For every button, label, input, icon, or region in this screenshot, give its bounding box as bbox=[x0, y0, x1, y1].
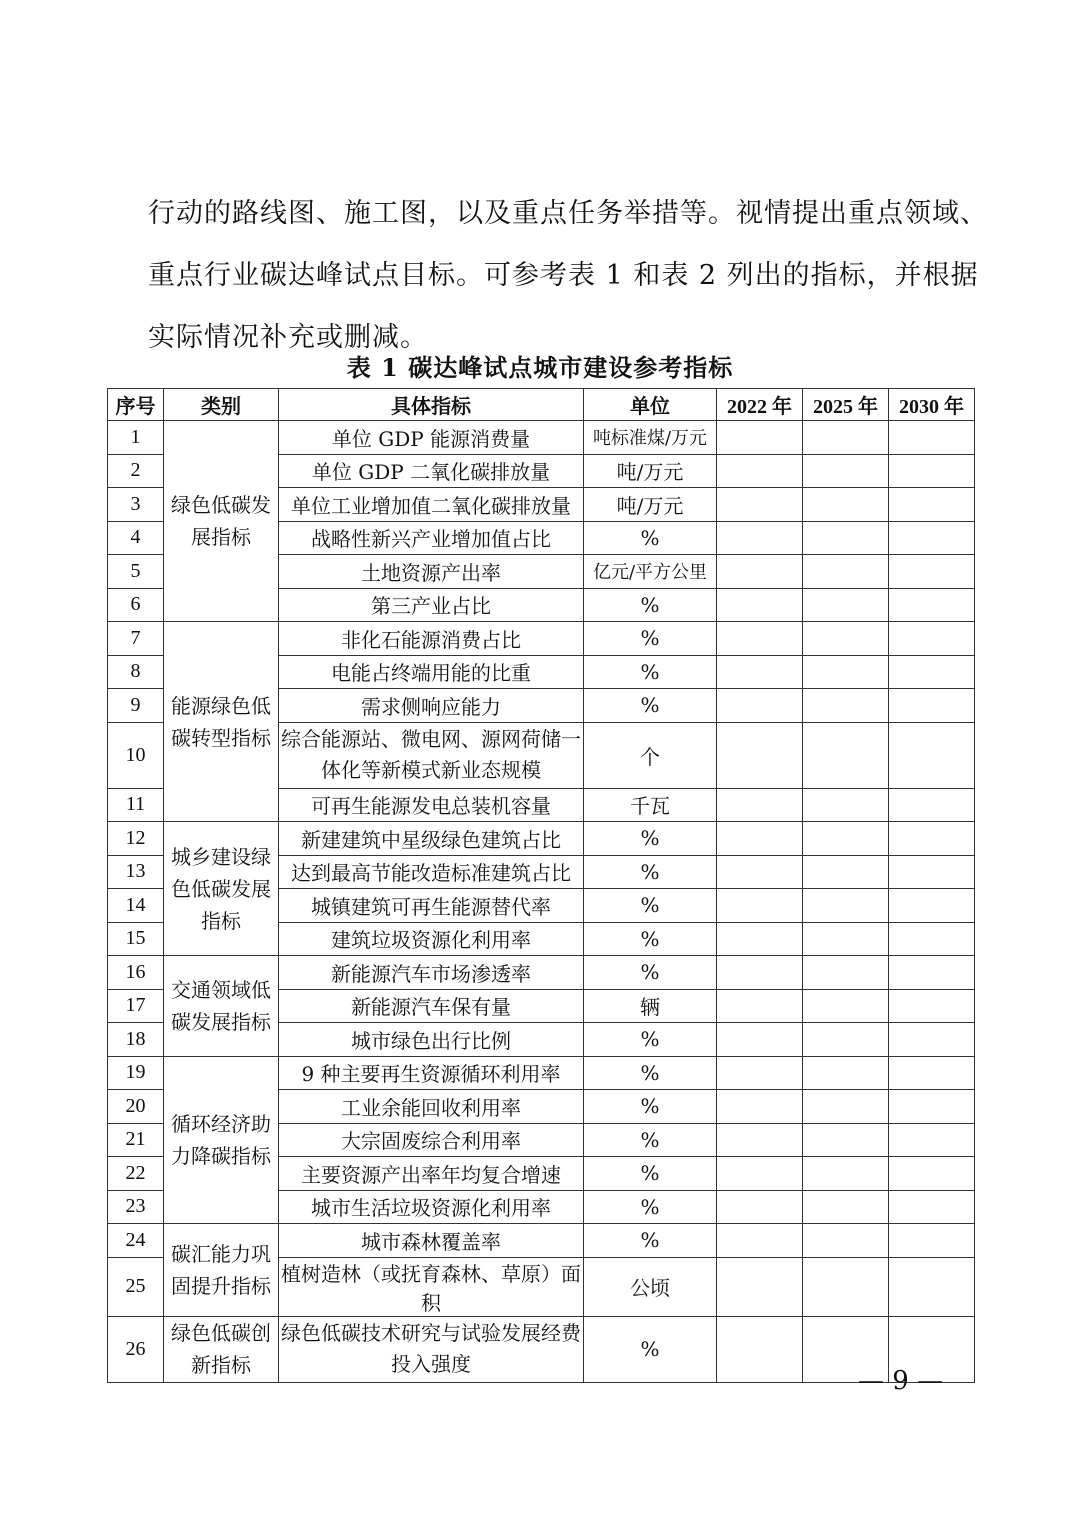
unit-cell: 公顷 bbox=[584, 1257, 717, 1316]
table-row bbox=[108, 421, 975, 455]
page-number: — 9 — bbox=[858, 1366, 944, 1396]
row-number: 16 bbox=[108, 956, 164, 990]
header-2022: 2022 年 bbox=[717, 389, 803, 421]
unit-cell: % bbox=[584, 1090, 717, 1124]
value-2022-cell bbox=[717, 855, 803, 889]
unit-cell: % bbox=[584, 521, 717, 555]
value-2022-cell bbox=[717, 922, 803, 956]
table-row bbox=[108, 1056, 975, 1090]
value-2025-cell bbox=[803, 889, 889, 923]
indicator-cell: 需求侧响应能力 bbox=[279, 689, 584, 723]
indicator-cell: 第三产业占比 bbox=[279, 588, 584, 622]
indicator-cell: 大宗固废综合利用率 bbox=[279, 1123, 584, 1157]
value-2030-cell bbox=[889, 989, 975, 1023]
table-header-row bbox=[108, 389, 975, 421]
indicator-cell: 综合能源站、微电网、源网荷储一体化等新模式新业态规模 bbox=[279, 722, 584, 788]
row-number: 11 bbox=[108, 788, 164, 822]
value-2022-cell bbox=[717, 822, 803, 856]
value-2030-cell bbox=[889, 722, 975, 788]
unit-cell: % bbox=[584, 1056, 717, 1090]
value-2022-cell bbox=[717, 722, 803, 788]
value-2025-cell bbox=[803, 655, 889, 689]
indicator-cell: 新能源汽车保有量 bbox=[279, 989, 584, 1023]
value-2030-cell bbox=[889, 788, 975, 822]
value-2025-cell bbox=[803, 555, 889, 589]
value-2030-cell bbox=[889, 822, 975, 856]
value-2025-cell bbox=[803, 788, 889, 822]
category-cell: 绿色低碳创新指标 bbox=[164, 1316, 279, 1382]
unit-cell: % bbox=[584, 922, 717, 956]
unit-cell: % bbox=[584, 822, 717, 856]
indicator-cell: 单位 GDP 能源消费量 bbox=[279, 421, 584, 455]
value-2025-cell bbox=[803, 1056, 889, 1090]
value-2022-cell bbox=[717, 889, 803, 923]
unit-cell: % bbox=[584, 1316, 717, 1382]
value-2025-cell bbox=[803, 1123, 889, 1157]
table-row bbox=[108, 1224, 975, 1258]
value-2030-cell bbox=[889, 588, 975, 622]
row-number: 23 bbox=[108, 1190, 164, 1224]
table-body bbox=[108, 421, 975, 1383]
category-cell: 绿色低碳发展指标 bbox=[164, 421, 279, 622]
row-number: 7 bbox=[108, 622, 164, 656]
indicator-cell: 工业余能回收利用率 bbox=[279, 1090, 584, 1124]
unit-cell: % bbox=[584, 1157, 717, 1191]
row-number: 22 bbox=[108, 1157, 164, 1191]
value-2025-cell bbox=[803, 421, 889, 455]
value-2030-cell bbox=[889, 454, 975, 488]
unit-cell: % bbox=[584, 689, 717, 723]
table-caption: 表 1 碳达峰试点城市建设参考指标 bbox=[346, 353, 734, 382]
value-2030-cell bbox=[889, 421, 975, 455]
indicator-cell: 城镇建筑可再生能源替代率 bbox=[279, 889, 584, 923]
unit-cell: 吨/万元 bbox=[584, 454, 717, 488]
row-number: 21 bbox=[108, 1123, 164, 1157]
value-2025-cell bbox=[803, 454, 889, 488]
value-2022-cell bbox=[717, 788, 803, 822]
unit-cell: 亿元/平方公里 bbox=[584, 555, 717, 589]
unit-cell: % bbox=[584, 855, 717, 889]
unit-cell: % bbox=[584, 1023, 717, 1057]
row-number: 1 bbox=[108, 421, 164, 455]
value-2022-cell bbox=[717, 989, 803, 1023]
row-number: 17 bbox=[108, 989, 164, 1023]
row-number: 5 bbox=[108, 555, 164, 589]
value-2025-cell bbox=[803, 722, 889, 788]
unit-cell: % bbox=[584, 622, 717, 656]
indicator-cell: 绿色低碳技术研究与试验发展经费投入强度 bbox=[279, 1316, 584, 1382]
value-2025-cell bbox=[803, 1224, 889, 1258]
unit-cell: 辆 bbox=[584, 989, 717, 1023]
value-2022-cell bbox=[717, 488, 803, 522]
value-2030-cell bbox=[889, 1090, 975, 1124]
body-paragraph bbox=[148, 183, 988, 369]
value-2025-cell bbox=[803, 1023, 889, 1057]
value-2025-cell bbox=[803, 855, 889, 889]
indicator-table bbox=[107, 388, 975, 1383]
unit-cell: % bbox=[584, 889, 717, 923]
value-2022-cell bbox=[717, 1190, 803, 1224]
value-2030-cell bbox=[889, 1157, 975, 1191]
value-2030-cell bbox=[889, 1257, 975, 1316]
value-2025-cell bbox=[803, 488, 889, 522]
row-number: 19 bbox=[108, 1056, 164, 1090]
value-2022-cell bbox=[717, 1224, 803, 1258]
header-no: 序号 bbox=[108, 389, 164, 421]
indicator-cell: 单位工业增加值二氧化碳排放量 bbox=[279, 488, 584, 522]
row-number: 4 bbox=[108, 521, 164, 555]
row-number: 8 bbox=[108, 655, 164, 689]
value-2025-cell bbox=[803, 689, 889, 723]
value-2022-cell bbox=[717, 655, 803, 689]
indicator-cell: 可再生能源发电总装机容量 bbox=[279, 788, 584, 822]
indicator-cell: 新能源汽车市场渗透率 bbox=[279, 956, 584, 990]
value-2022-cell bbox=[717, 521, 803, 555]
value-2030-cell bbox=[889, 555, 975, 589]
value-2022-cell bbox=[717, 622, 803, 656]
row-number: 26 bbox=[108, 1316, 164, 1382]
value-2030-cell bbox=[889, 889, 975, 923]
indicator-cell: 单位 GDP 二氧化碳排放量 bbox=[279, 454, 584, 488]
row-number: 24 bbox=[108, 1224, 164, 1258]
value-2022-cell bbox=[717, 588, 803, 622]
row-number: 18 bbox=[108, 1023, 164, 1057]
unit-cell: 吨标准煤/万元 bbox=[584, 421, 717, 455]
paragraph-line: 重点行业碳达峰试点目标。可参考表 1 和表 2 列出的指标，并根据 bbox=[148, 260, 979, 291]
unit-cell: % bbox=[584, 655, 717, 689]
category-cell: 碳汇能力巩固提升指标 bbox=[164, 1224, 279, 1317]
table-row bbox=[108, 1316, 975, 1382]
row-number: 15 bbox=[108, 922, 164, 956]
unit-cell: 千瓦 bbox=[584, 788, 717, 822]
indicator-cell: 非化石能源消费占比 bbox=[279, 622, 584, 656]
indicator-cell: 建筑垃圾资源化利用率 bbox=[279, 922, 584, 956]
indicator-cell: 达到最高节能改造标准建筑占比 bbox=[279, 855, 584, 889]
row-number: 2 bbox=[108, 454, 164, 488]
value-2022-cell bbox=[717, 956, 803, 990]
row-number: 12 bbox=[108, 822, 164, 856]
value-2025-cell bbox=[803, 989, 889, 1023]
value-2025-cell bbox=[803, 922, 889, 956]
value-2025-cell bbox=[803, 622, 889, 656]
value-2022-cell bbox=[717, 454, 803, 488]
value-2030-cell bbox=[889, 1023, 975, 1057]
table-row bbox=[108, 822, 975, 856]
indicator-cell: 城市森林覆盖率 bbox=[279, 1224, 584, 1258]
unit-cell: 个 bbox=[584, 722, 717, 788]
value-2030-cell bbox=[889, 855, 975, 889]
unit-cell: % bbox=[584, 1190, 717, 1224]
value-2030-cell bbox=[889, 956, 975, 990]
value-2022-cell bbox=[717, 689, 803, 723]
unit-cell: % bbox=[584, 588, 717, 622]
row-number: 25 bbox=[108, 1257, 164, 1316]
value-2030-cell bbox=[889, 655, 975, 689]
unit-cell: % bbox=[584, 1123, 717, 1157]
value-2030-cell bbox=[889, 689, 975, 723]
header-unit: 单位 bbox=[584, 389, 717, 421]
indicator-cell: 土地资源产出率 bbox=[279, 555, 584, 589]
indicator-cell: 新建建筑中星级绿色建筑占比 bbox=[279, 822, 584, 856]
value-2025-cell bbox=[803, 588, 889, 622]
row-number: 9 bbox=[108, 689, 164, 723]
value-2022-cell bbox=[717, 1023, 803, 1057]
indicator-cell: 电能占终端用能的比重 bbox=[279, 655, 584, 689]
value-2022-cell bbox=[717, 1123, 803, 1157]
value-2025-cell bbox=[803, 1090, 889, 1124]
category-cell: 循环经济助力降碳指标 bbox=[164, 1056, 279, 1224]
value-2022-cell bbox=[717, 555, 803, 589]
category-cell: 交通领域低碳发展指标 bbox=[164, 956, 279, 1057]
unit-cell: % bbox=[584, 956, 717, 990]
value-2022-cell bbox=[717, 1157, 803, 1191]
table-row bbox=[108, 622, 975, 656]
header-2025: 2025 年 bbox=[803, 389, 889, 421]
value-2025-cell bbox=[803, 1257, 889, 1316]
row-number: 13 bbox=[108, 855, 164, 889]
value-2030-cell bbox=[889, 622, 975, 656]
row-number: 10 bbox=[108, 722, 164, 788]
value-2022-cell bbox=[717, 421, 803, 455]
row-number: 20 bbox=[108, 1090, 164, 1124]
header-category: 类别 bbox=[164, 389, 279, 421]
category-cell: 能源绿色低碳转型指标 bbox=[164, 622, 279, 822]
indicator-cell: 9 种主要再生资源循环利用率 bbox=[279, 1056, 584, 1090]
value-2022-cell bbox=[717, 1090, 803, 1124]
value-2025-cell bbox=[803, 956, 889, 990]
paragraph-line: 行动的路线图、施工图，以及重点任务举措等。视情提出重点领域、 bbox=[148, 198, 988, 229]
value-2025-cell bbox=[803, 521, 889, 555]
value-2025-cell bbox=[803, 1190, 889, 1224]
value-2030-cell bbox=[889, 1123, 975, 1157]
category-cell: 城乡建设绿色低碳发展指标 bbox=[164, 822, 279, 956]
value-2022-cell bbox=[717, 1316, 803, 1382]
value-2030-cell bbox=[889, 1056, 975, 1090]
unit-cell: % bbox=[584, 1224, 717, 1258]
unit-cell: 吨/万元 bbox=[584, 488, 717, 522]
value-2030-cell bbox=[889, 521, 975, 555]
value-2030-cell bbox=[889, 1190, 975, 1224]
value-2022-cell bbox=[717, 1257, 803, 1316]
indicator-cell: 植树造林（或抚育森林、草原）面积 bbox=[279, 1257, 584, 1316]
value-2025-cell bbox=[803, 1157, 889, 1191]
header-indicator: 具体指标 bbox=[279, 389, 584, 421]
row-number: 6 bbox=[108, 588, 164, 622]
value-2025-cell bbox=[803, 822, 889, 856]
value-2030-cell bbox=[889, 488, 975, 522]
indicator-cell: 战略性新兴产业增加值占比 bbox=[279, 521, 584, 555]
value-2030-cell bbox=[889, 922, 975, 956]
paragraph-line: 实际情况补充或删减。 bbox=[148, 322, 428, 353]
table-row bbox=[108, 956, 975, 990]
row-number: 14 bbox=[108, 889, 164, 923]
indicator-cell: 城市绿色出行比例 bbox=[279, 1023, 584, 1057]
header-2030: 2030 年 bbox=[889, 389, 975, 421]
value-2030-cell bbox=[889, 1224, 975, 1258]
row-number: 3 bbox=[108, 488, 164, 522]
indicator-cell: 主要资源产出率年均复合增速 bbox=[279, 1157, 584, 1191]
indicator-cell: 城市生活垃圾资源化利用率 bbox=[279, 1190, 584, 1224]
value-2022-cell bbox=[717, 1056, 803, 1090]
